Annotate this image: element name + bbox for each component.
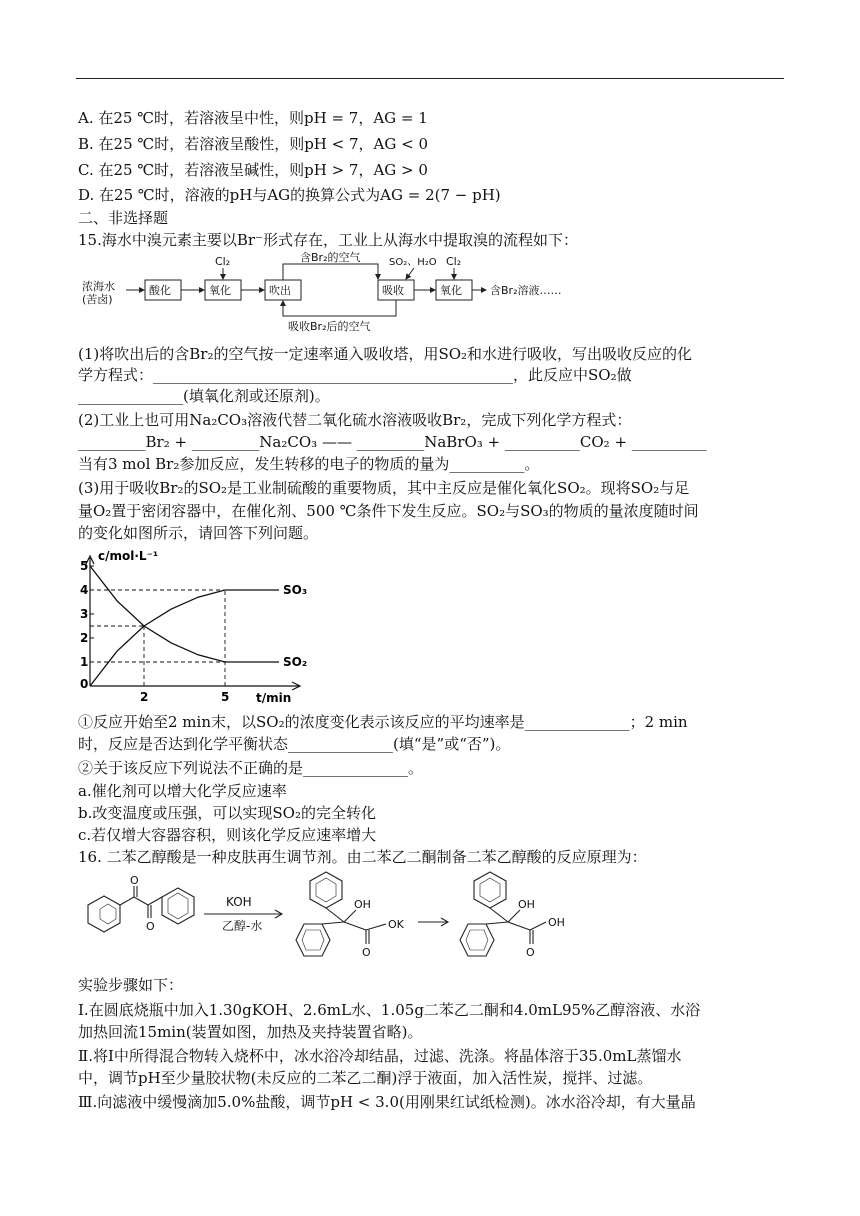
benzene-ring bbox=[474, 872, 506, 908]
q15-p1-line2: 学方程式：________________________________________________，此反应中SO₂做 bbox=[78, 366, 632, 384]
option-b: B. 在25 ℃时，若溶液呈酸性，则pH < 7，AG < 0 bbox=[78, 135, 428, 153]
q16-step2-line1: Ⅱ.将Ⅰ中所得混合物转入烧杯中，冰水浴冷却结晶，过滤、洗涤。将晶体溶于35.0mL蒸馏水 bbox=[78, 1047, 682, 1065]
flow-so2-h2o: SO₂、H₂O bbox=[389, 257, 437, 268]
o-label-4: O bbox=[526, 946, 535, 959]
q15-qb: ②关于该反应下列说法不正确的是______________。 bbox=[78, 759, 424, 777]
y-tick-label: 1 bbox=[80, 655, 89, 669]
series-line-0 bbox=[90, 590, 279, 686]
q15-p3-line2: 量O₂置于密闭容器中，在催化剂、500 ℃条件下发生反应。SO₂与SO₃的物质的量浓度随时间 bbox=[78, 502, 699, 520]
flow-air-with-br2: 含Br₂的空气 bbox=[300, 251, 361, 264]
bromine-extraction-flowchart bbox=[78, 250, 638, 335]
flow-label-oxidize2: 氧化 bbox=[440, 284, 462, 297]
q15-qa-line1: ①反应开始至2 min末，以SO₂的浓度变化表示该反应的平均速率是______________；2 min bbox=[78, 713, 688, 731]
benzene-ring bbox=[162, 888, 194, 924]
reaction-scheme bbox=[76, 864, 616, 974]
q15-p1-line1: (1)将吹出后的含Br₂的空气按一定速率通入吸收塔，用SO₂和水进行吸收，写出吸收反应的化 bbox=[78, 345, 693, 363]
q16-step1-line2: 加热回流15min(装置如图，加热及夹持装置省略)。 bbox=[78, 1023, 423, 1041]
flow-source-line1: 浓海水 bbox=[82, 280, 115, 293]
benzil-o1: O bbox=[130, 874, 139, 887]
choice-a: a.催化剂可以增大化学反应速率 bbox=[78, 782, 287, 800]
q15-p3-line1: (3)用于吸收Br₂的SO₂是工业制硫酸的重要物质，其中主反应是催化氧化SO₂。现将SO₂与足 bbox=[78, 479, 690, 497]
flow-cl2-b: Cl₂ bbox=[446, 255, 462, 268]
q15-p1-line3: ______________(填氧化剂或还原剂)。 bbox=[78, 387, 330, 405]
q16-steps-title: 实验步骤如下： bbox=[78, 976, 184, 994]
benzil-o2: O bbox=[146, 920, 155, 933]
section-heading: 二、非选择题 bbox=[78, 209, 169, 227]
oh-label-2: OH bbox=[518, 898, 535, 911]
series-label-1: SO₂ bbox=[283, 655, 308, 669]
benzene-ring bbox=[296, 924, 330, 956]
flow-air-after: 吸收Br₂后的空气 bbox=[288, 320, 371, 333]
y-tick-label: 5 bbox=[80, 559, 89, 573]
x-tick-label: 5 bbox=[221, 690, 230, 704]
q16-step2-line2: 中，调节pH至少量胶状物(未反应的二苯乙二酮)浮于液面，加入活性炭，搅拌、过滤。 bbox=[78, 1069, 653, 1087]
concentration-time-chart bbox=[78, 546, 308, 704]
option-a: A. 在25 ℃时，若溶液呈中性，则pH = 7，AG = 1 bbox=[78, 109, 428, 127]
q16-intro: 16. 二苯乙醇酸是一种皮肤再生调节剂。由二苯乙二酮制备二苯乙醇酸的反应原理为： bbox=[78, 848, 647, 866]
o-label-3: O bbox=[362, 946, 371, 959]
x-axis-label: t/min bbox=[256, 691, 292, 704]
q15-qa-line2: 时，反应是否达到化学平衡状态______________(填“是”或“否”)。 bbox=[78, 735, 511, 753]
y-tick-label: 2 bbox=[80, 631, 89, 645]
choice-c: c.若仅增大容器容积，则该化学反应速率增大 bbox=[78, 826, 377, 844]
x-tick-label: 2 bbox=[140, 690, 149, 704]
ok-label: OK bbox=[388, 918, 404, 931]
q15-p2-line2: _________Br₂ + _________Na₂CO₃ —— _________NaBrO₃ + __________CO₂ + __________ bbox=[78, 433, 707, 451]
flow-label-blowout: 吹出 bbox=[269, 284, 291, 297]
reagent-top: KOH bbox=[226, 895, 252, 909]
option-d: D. 在25 ℃时，溶液的pH与AG的换算公式为AG = 2(7 − pH) bbox=[78, 186, 501, 204]
oh-label-3: OH bbox=[548, 916, 565, 929]
flow-cl2-a: Cl₂ bbox=[215, 255, 231, 268]
y-tick-label: 3 bbox=[80, 607, 89, 621]
header-rule bbox=[76, 78, 784, 79]
choice-b: b.改变温度或压强，可以实现SO₂的完全转化 bbox=[78, 804, 376, 822]
series-label-0: SO₃ bbox=[283, 583, 308, 597]
oh-label-1: OH bbox=[354, 898, 371, 911]
flow-label-acidify: 酸化 bbox=[149, 284, 171, 297]
benzene-ring bbox=[460, 924, 494, 956]
series-line-1 bbox=[90, 566, 279, 662]
q16-step3-line1: Ⅲ.向滤液中缓慢滴加5.0%盐酸，调节pH < 3.0(用刚果红试纸检测)。冰水浴冷却，有大量晶 bbox=[78, 1093, 696, 1111]
q15-p3-line3: 的变化如图所示，请回答下列问题。 bbox=[78, 524, 319, 542]
flow-label-oxidize1: 氧化 bbox=[209, 284, 231, 297]
flow-label-absorb: 吸收 bbox=[382, 284, 404, 297]
option-c: C. 在25 ℃时，若溶液呈碱性，则pH > 7，AG > 0 bbox=[78, 161, 428, 179]
flow-source-line2: (苦卤) bbox=[82, 293, 113, 306]
benzene-ring bbox=[88, 896, 120, 932]
y-axis-label: c/mol·L⁻¹ bbox=[98, 549, 159, 563]
y-tick-label: 4 bbox=[80, 583, 89, 597]
q15-p2-line1: (2)工业上也可用Na₂CO₃溶液代替二氧化硫水溶液吸收Br₂，完成下列化学方程式： bbox=[78, 411, 632, 429]
q16-step1-line1: Ⅰ.在圆底烧瓶中加入1.30gKOH、2.6mL水、1.05g二苯乙二酮和4.0mL95%乙醇溶液、水浴 bbox=[78, 1001, 701, 1019]
q15-p2-line3: 当有3 mol Br₂参加反应，发生转移的电子的物质的量为__________。 bbox=[78, 455, 540, 473]
q15-intro: 15.海水中溴元素主要以Br⁻形式存在，工业上从海水中提取溴的流程如下： bbox=[78, 231, 578, 249]
flow-product: 含Br₂溶液…… bbox=[490, 284, 562, 297]
benzene-ring bbox=[310, 872, 342, 908]
x-tick-label: 0 bbox=[80, 677, 89, 691]
reagent-bottom: 乙醇-水 bbox=[222, 919, 263, 933]
